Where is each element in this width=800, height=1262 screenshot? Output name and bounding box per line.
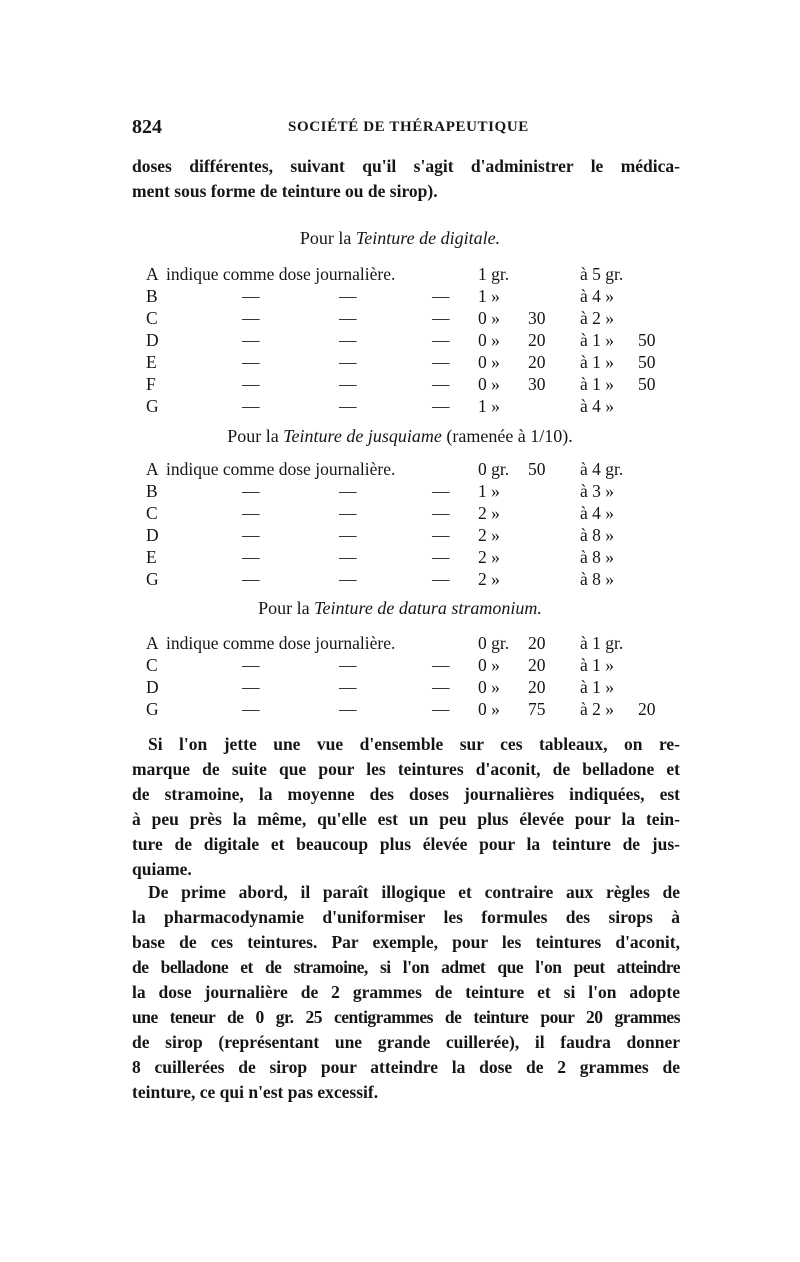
ditto-mark: — [242, 481, 260, 501]
dose-min-centi: 30 [528, 308, 546, 328]
ditto-mark: — [339, 547, 357, 567]
table-row [146, 308, 666, 330]
dose-max: à 1 » [580, 374, 615, 394]
dose-max-centi: 50 [638, 330, 656, 350]
dose-table-datura [146, 633, 666, 721]
dose-max: à 1 » [580, 330, 615, 350]
ditto-mark: — [242, 547, 260, 567]
dose-min: 1 » [478, 396, 500, 416]
ditto-mark: — [339, 677, 357, 697]
ditto-mark: — [339, 286, 357, 306]
dose-max: à 3 » [580, 481, 615, 501]
row-description: indique comme dose journalière. [166, 264, 396, 284]
ditto-mark: — [432, 547, 450, 567]
ditto-mark: — [339, 655, 357, 675]
dose-table-digitale [146, 264, 666, 418]
ditto-mark: — [242, 699, 260, 719]
dose-max: à 4 » [580, 286, 615, 306]
text-line: 8 cuillerées de sirop pour atteindre la dose de 2 grammes de [132, 1057, 680, 1077]
table-row [146, 547, 666, 569]
row-letter: C [146, 503, 158, 523]
dose-min: 0 » [478, 677, 500, 697]
dose-max-centi: 20 [638, 699, 656, 719]
text-line: doses différentes, suivant qu'il s'agit d'administrer le médica- [132, 156, 680, 176]
row-description: indique comme dose journalière. [166, 459, 396, 479]
text-line: à peu près la même, qu'elle est un peu plus élevée pour la tein- [132, 809, 680, 829]
text-line: de belladone et de stramoine, si l'on admet que l'on peut atteindre [132, 957, 680, 977]
ditto-mark: — [339, 352, 357, 372]
ditto-mark: — [432, 569, 450, 589]
ditto-mark: — [242, 569, 260, 589]
dose-min-centi: 30 [528, 374, 546, 394]
table-row [146, 569, 666, 591]
ditto-mark: — [432, 286, 450, 306]
ditto-mark: — [432, 503, 450, 523]
running-head: SOCIÉTÉ DE THÉRAPEUTIQUE [288, 119, 529, 135]
row-letter: D [146, 330, 159, 350]
row-letter: F [146, 374, 156, 394]
ditto-mark: — [432, 699, 450, 719]
table-row [146, 264, 666, 286]
table-row [146, 330, 666, 352]
dose-min-centi: 20 [528, 352, 546, 372]
section-title-datura: Pour la Teinture de datura stramonium. [258, 598, 542, 618]
text-line: Si l'on jette une vue d'ensemble sur ces tableaux, on re- [148, 734, 680, 754]
text-line: base de ces teintures. Par exemple, pour les teintures d'aconit, [132, 932, 680, 952]
dose-max-centi: 50 [638, 374, 656, 394]
ditto-mark: — [242, 677, 260, 697]
row-letter: D [146, 525, 159, 545]
dose-min: 0 » [478, 374, 500, 394]
paragraph-1 [132, 732, 680, 882]
ditto-mark: — [432, 655, 450, 675]
ditto-mark: — [432, 525, 450, 545]
dose-min-centi: 20 [528, 677, 546, 697]
dose-min: 0 » [478, 352, 500, 372]
dose-min: 2 » [478, 525, 500, 545]
dose-max: à 1 » [580, 655, 615, 675]
ditto-mark: — [242, 308, 260, 328]
table-row [146, 481, 666, 503]
ditto-mark: — [339, 569, 357, 589]
ditto-mark: — [432, 396, 450, 416]
table-row [146, 677, 666, 699]
row-letter: C [146, 308, 158, 328]
section-title-digitale: Pour la Teinture de digitale. [299, 228, 501, 248]
row-letter: B [146, 286, 158, 306]
row-letter: E [146, 352, 157, 372]
dose-table-jusquiame [146, 459, 666, 591]
dose-min: 0 » [478, 655, 500, 675]
text-line: une teneur de 0 gr. 25 centigrammes de teinture pour 20 grammes [132, 1007, 680, 1027]
paragraph-2 [132, 880, 680, 1105]
row-description: indique comme dose journalière. [166, 633, 396, 653]
ditto-mark: — [432, 352, 450, 372]
text-line: la pharmacodynamie d'uniformiser les formules des sirops à [132, 907, 680, 927]
ditto-mark: — [432, 481, 450, 501]
text-line: la dose journalière de 2 grammes de teinture et si l'on adopte [132, 982, 680, 1002]
table-row [146, 655, 666, 677]
dose-max: à 8 » [580, 547, 615, 567]
dose-min: 2 » [478, 547, 500, 567]
row-letter: G [146, 569, 159, 589]
dose-max: à 1 gr. [580, 633, 624, 653]
ditto-mark: — [242, 374, 260, 394]
dose-max: à 1 » [580, 352, 615, 372]
ditto-mark: — [242, 330, 260, 350]
dose-min-centi: 50 [528, 459, 546, 479]
row-letter: A [146, 264, 159, 284]
dose-min: 0 gr. [478, 633, 510, 653]
table-row [146, 633, 666, 655]
text-line: de stramoine, la moyenne des doses journalières indiquées, est [132, 784, 680, 804]
text-line: marque de suite que pour les teintures d'aconit, de belladone et [132, 759, 680, 779]
row-letter: G [146, 396, 159, 416]
ditto-mark: — [339, 525, 357, 545]
ditto-mark: — [432, 374, 450, 394]
intro-paragraph [132, 154, 680, 204]
row-letter: C [146, 655, 158, 675]
page-number: 824 [132, 116, 162, 138]
table-row [146, 396, 666, 418]
ditto-mark: — [432, 330, 450, 350]
text-line: ture de digitale et beaucoup plus élevée pour la teinture de jus- [132, 834, 680, 854]
row-letter: G [146, 699, 159, 719]
ditto-mark: — [339, 503, 357, 523]
dose-min-centi: 20 [528, 330, 546, 350]
table-row [146, 286, 666, 308]
text-line: ment sous forme de teinture ou de sirop). [132, 181, 438, 201]
ditto-mark: — [242, 286, 260, 306]
row-letter: A [146, 459, 159, 479]
ditto-mark: — [432, 677, 450, 697]
dose-min: 2 » [478, 503, 500, 523]
dose-min: 0 » [478, 330, 500, 350]
table-row [146, 374, 666, 396]
ditto-mark: — [339, 308, 357, 328]
text-line: teinture, ce qui n'est pas excessif. [132, 1082, 379, 1102]
section-title-jusquiame: Pour la Teinture de jusquiame (ramenée à 1/10). [227, 426, 573, 446]
dose-min: 0 gr. [478, 459, 510, 479]
row-letter: D [146, 677, 159, 697]
table-row [146, 503, 666, 525]
page-header [132, 116, 680, 140]
row-letter: E [146, 547, 157, 567]
dose-min: 0 » [478, 699, 500, 719]
ditto-mark: — [339, 374, 357, 394]
row-letter: A [146, 633, 159, 653]
dose-min: 1 » [478, 286, 500, 306]
table-row [146, 352, 666, 374]
text-line: De prime abord, il paraît illogique et contraire aux règles de [148, 882, 680, 902]
ditto-mark: — [242, 396, 260, 416]
dose-max: à 4 gr. [580, 459, 624, 479]
ditto-mark: — [242, 525, 260, 545]
dose-min-centi: 75 [528, 699, 546, 719]
dose-min: 0 » [478, 308, 500, 328]
ditto-mark: — [339, 396, 357, 416]
text-line: de sirop (représentant une grande cuillerée), il faudra donner [132, 1032, 680, 1052]
dose-min: 1 » [478, 481, 500, 501]
dose-max: à 8 » [580, 569, 615, 589]
dose-min-centi: 20 [528, 655, 546, 675]
dose-min: 2 » [478, 569, 500, 589]
dose-max: à 5 gr. [580, 264, 624, 284]
dose-max: à 2 » [580, 308, 615, 328]
table-row [146, 459, 666, 481]
dose-max: à 8 » [580, 525, 615, 545]
ditto-mark: — [432, 308, 450, 328]
dose-max: à 2 » [580, 699, 615, 719]
dose-max: à 4 » [580, 396, 615, 416]
dose-min: 1 gr. [478, 264, 510, 284]
table-row [146, 699, 666, 721]
dose-max-centi: 50 [638, 352, 656, 372]
row-letter: B [146, 481, 158, 501]
ditto-mark: — [242, 503, 260, 523]
dose-min-centi: 20 [528, 633, 546, 653]
ditto-mark: — [339, 481, 357, 501]
dose-max: à 1 » [580, 677, 615, 697]
ditto-mark: — [242, 352, 260, 372]
ditto-mark: — [339, 699, 357, 719]
dose-max: à 4 » [580, 503, 615, 523]
table-row [146, 525, 666, 547]
text-line: quiame. [132, 859, 192, 879]
ditto-mark: — [242, 655, 260, 675]
ditto-mark: — [339, 330, 357, 350]
